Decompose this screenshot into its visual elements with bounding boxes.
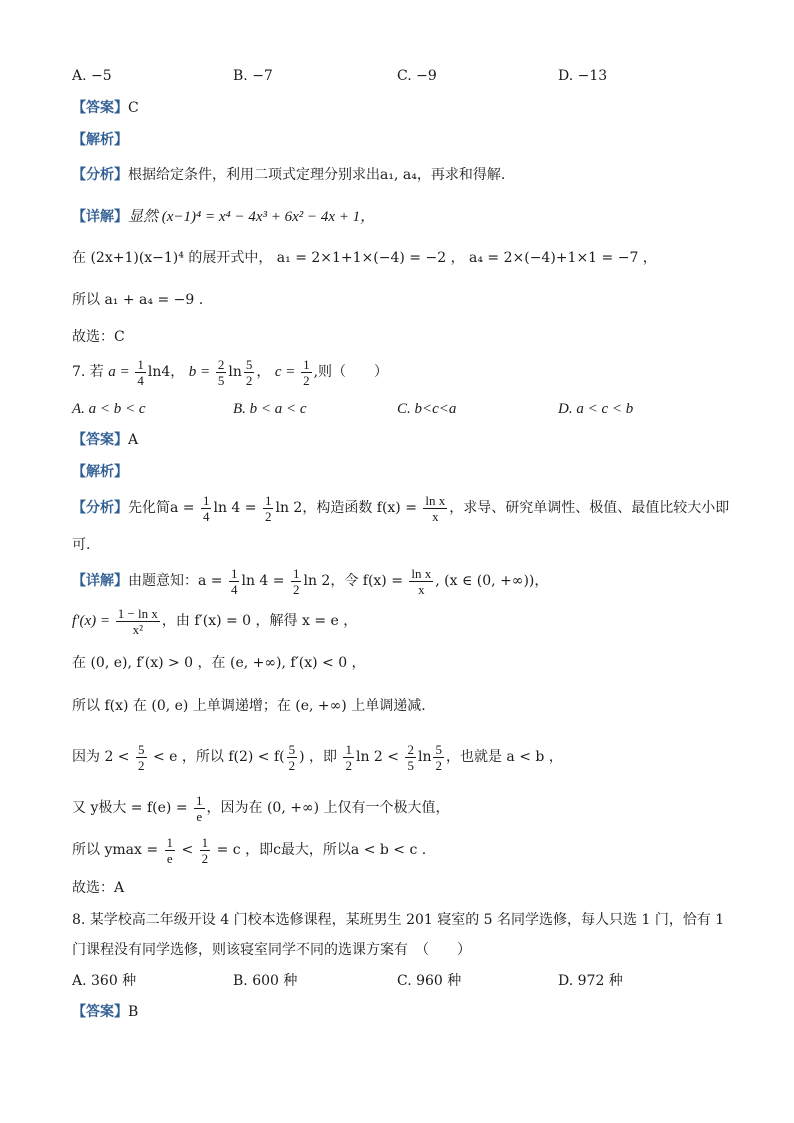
q6-answer: 【答案】C [72, 100, 139, 116]
q7-stem: 7. 若 a = $\frac{1}{4}$ ln4， b = $\frac{2}{5}$ ln $\frac{5}{2}$ ， c = $\frac{1}{2}$ ,则（ ） [72, 356, 389, 388]
fraction: $\frac{1}{2}$ [292, 565, 300, 597]
q8-option-c: C. 960 种 [397, 973, 462, 989]
fraction: $\frac{2}{5}$ [217, 356, 225, 388]
fraction: $\frac{1}{2}$ [264, 492, 272, 524]
q6-detail-line-3: 所以 a₁ + a₄ = −9 . [72, 292, 204, 308]
fraction: $\frac{5}{2}$ [138, 741, 145, 773]
fraction: $\frac{\text{ln x}}{x}$ [425, 492, 446, 524]
q8-answer: 【答案】B [72, 1004, 139, 1020]
q8-options [0, 971, 794, 991]
q7-detail-line-4: 所以 f(x) 在 (0, e) 上单调递增；在 (e, +∞) 上单调递减. [72, 698, 426, 714]
q6-detail-line-2: 在 (2x+1)(x−1)⁴ 的展开式中， a₁ = 2×1+1×(−4) = −2 ， a₄ = 2×(−4)+1×1 = −7 ， [72, 250, 657, 266]
fraction: $\frac{1}{2}$ [201, 834, 209, 866]
fraction: $\frac{1}{e}$ [196, 792, 203, 824]
q7-detail-line-7: 所以 ymax = $\frac{1}{e}$ < $\frac{1}{2}$ = c ，即c最大，所以a < b < c . [72, 834, 427, 866]
q6-options [0, 66, 794, 86]
q7-detail-line-2: f′(x) = $\frac{\text{1 − ln x}}{\text{x²}}$ ，由 f′(x) = 0 ，解得 x = e ， [72, 605, 358, 637]
q7-choose: 故选：A [72, 880, 125, 896]
q8-stem-line-1: 8. 某学校高二年级开设 4 门校本选修课程，某班男生 201 寝室的 5 名同学选修，每人只选 1 门，恰有 1 [72, 912, 725, 928]
fraction: $\frac{1}{2}$ [303, 356, 310, 388]
q8-option-b: B. 600 种 [233, 973, 298, 989]
fraction: $\frac{5}{2}$ [435, 741, 442, 773]
q7-fenxi-cont: 可. [72, 537, 91, 553]
q7-option-d: D. a < c < b [558, 401, 634, 417]
fraction: $\frac{\text{1 − ln x}}{\text{x²}}$ [117, 605, 158, 637]
q7-detail-line-3: 在 (0, e), f′(x) > 0 ，在 (e, +∞), f′(x) < 0 ， [72, 655, 366, 671]
q7-fenxi: 【分析】先化简a = $\frac{1}{4}$ ln 4 = $\frac{1}{2}$ ln 2，构造函数 f(x) = $\frac{\text{ln x}}{x}$ ，求导、研究单调性、极值、最值比较大小即 [72, 492, 730, 524]
q7-answer: 【答案】A [72, 432, 139, 448]
q7-analysis-tag: 【解析】 [72, 464, 128, 480]
q6-fenxi: 【分析】根据给定条件，利用二项式定理分别求出a₁, a₄，再求和得解. [72, 167, 506, 183]
q8-option-d: D. 972 种 [558, 973, 623, 989]
q6-option-d: D. −13 [558, 68, 608, 84]
fraction: $\frac{1}{4}$ [230, 565, 238, 597]
q7-option-b: B. b < a < c [233, 401, 307, 417]
q6-analysis-tag: 【解析】 [72, 132, 128, 148]
q7-options [0, 399, 794, 419]
fraction: $\frac{5}{2}$ [245, 356, 253, 388]
q8-option-a: A. 360 种 [72, 973, 137, 989]
q7-detail-line-1: 【详解】由题意知：a = $\frac{1}{4}$ ln 4 = $\frac{1}{2}$ ln 2，令 f(x) = $\frac{\text{ln x}}{x}$ , (x ∈ (0, +∞))， [72, 565, 549, 597]
fraction: $\frac{2}{5}$ [407, 741, 414, 773]
q6-option-c: C. −9 [397, 68, 437, 84]
q7-detail-line-5: 因为 2 < $\frac{5}{2}$ < e ，所以 f(2) < f( $\frac{5}{2}$ ) ，即 $\frac{1}{2}$ ln 2 < $\frac{2}{5}$ ln $\frac{5}{2}$ ，也就是 a < b ， [72, 741, 563, 773]
q6-detail-line-1: 【详解】显然 (x−1)⁴ = x⁴ − 4x³ + 6x² − 4x + 1， [72, 209, 376, 225]
fraction: $\frac{\text{ln x}}{x}$ [411, 565, 432, 597]
fraction: $\frac{1}{4}$ [137, 356, 144, 388]
fraction: $\frac{5}{2}$ [288, 741, 296, 773]
q7-detail-line-6: 又 y极大 = f(e) = $\frac{1}{e}$ ，因为在 (0, +∞) 上仅有一个极大值， [72, 792, 450, 824]
fraction: $\frac{1}{e}$ [166, 834, 174, 866]
q8-stem-line-2: 门课程没有同学选修，则该寝室同学不同的选课方案有 （ ） [72, 942, 471, 958]
q6-choose: 故选：C [72, 329, 125, 345]
q6-option-b: B. −7 [233, 68, 273, 84]
fraction: $\frac{1}{2}$ [345, 741, 352, 773]
q6-option-a: A. −5 [72, 68, 112, 84]
q7-option-c: C. b<c<a [397, 401, 457, 417]
fraction: $\frac{1}{4}$ [202, 492, 210, 524]
q7-option-a: A. a < b < c [72, 401, 146, 417]
